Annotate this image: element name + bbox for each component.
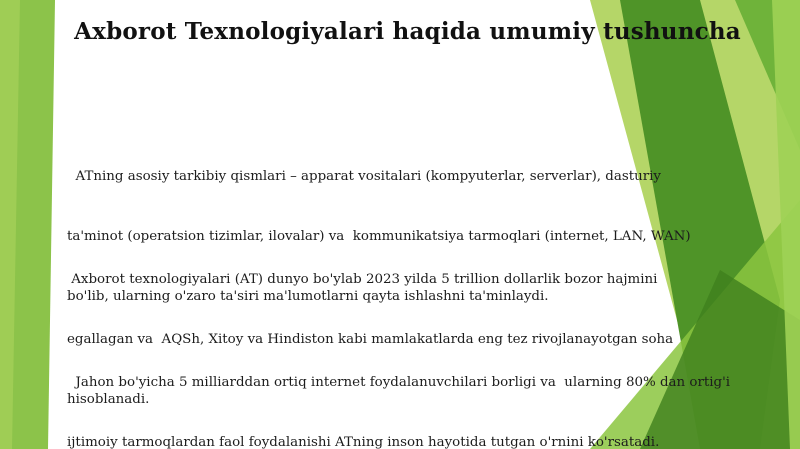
paragraph-line: Axborot texnologiyalari (AT) dunyo bo'ylab 2023 yilda 5 trillion dollarlik bozor hajmini <box>67 272 658 287</box>
slide-title: Axborot Texnologiyalari haqida umumiy tushuncha <box>74 18 741 45</box>
paragraph-line: egallagan va AQSh, Xitoy va Hindiston kabi mamlakatlarda eng tez rivojlanayotgan soha <box>67 332 674 347</box>
paragraph-internet-users <box>67 333 730 449</box>
paragraph-line: Jahon bo'yicha 5 milliarddan ortiq internet foydalanuvchilari borligi va ularning 80% dan ortig'i <box>67 375 731 390</box>
paragraph-line: ta'minot (operatsion tizimlar, ilovalar) va kommunikatsiya tarmoqlari (internet, LAN, WAN) <box>67 229 691 244</box>
paragraph-line: ijtimoiy tarmoqlardan faol foydalanishi ATning inson hayotida tutgan o'rnini ko'rsatadi. <box>67 435 660 449</box>
paragraph-line: ATning asosiy tarkibiy qismlari – apparat vositalari (kompyuterlar, serverlar), dasturiy <box>67 169 661 184</box>
paragraph-line: hisoblanadi. <box>67 392 150 407</box>
paragraph-line: bo'lib, ularning o'zaro ta'siri ma'lumotlarni qayta ishlashni ta'minlaydi. <box>67 289 549 304</box>
